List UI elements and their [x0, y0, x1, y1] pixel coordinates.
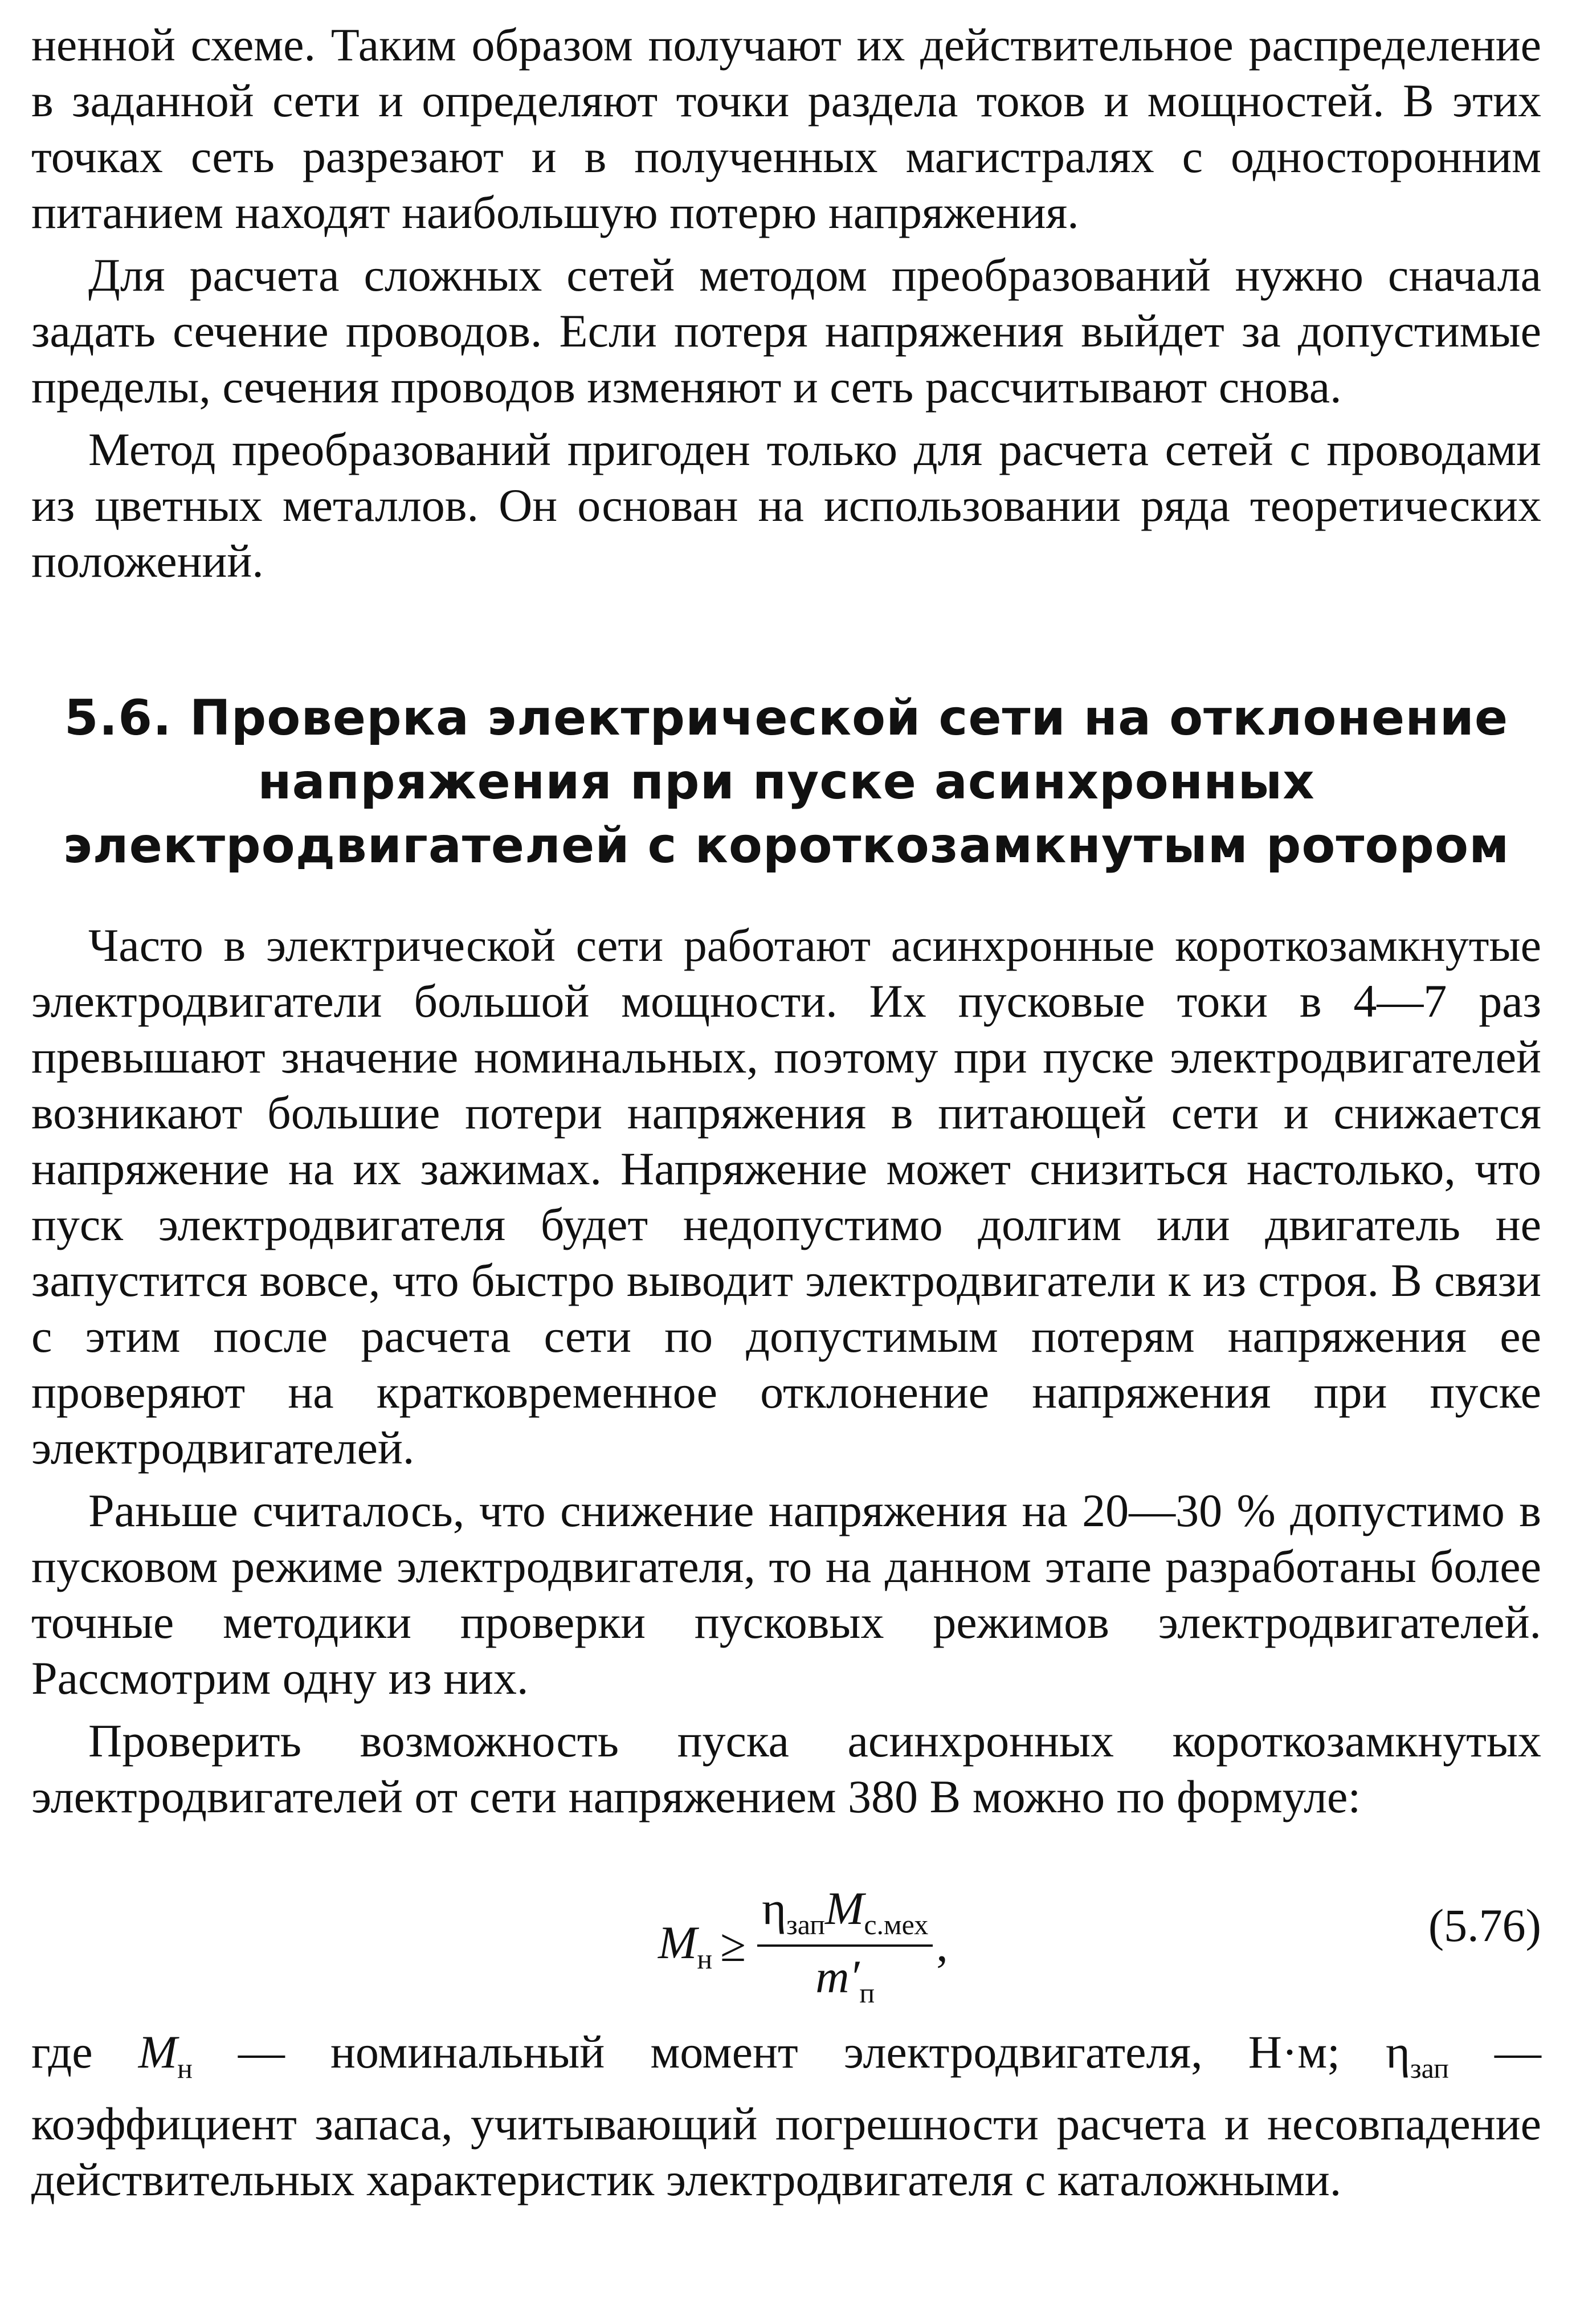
paragraph-where	[31, 2024, 1541, 2208]
fraction-numerator	[757, 1882, 933, 1947]
num-eta: η	[762, 1882, 786, 1934]
lhs-subscript: н	[697, 1943, 713, 1975]
den-m: m′	[815, 1951, 860, 2003]
paragraph-continued: ненной схеме. Таким образом получают их действительное распределение в заданной сети и определяют точки раздела токов и мощностей. В этих точках сеть разрезают и в полученных магистралях с односторонним питанием находят наибольшую потерю напряжения.	[31, 19, 1541, 238]
formula-lhs	[658, 1916, 712, 1975]
paragraph-formula-intro: Проверить возможность пуска асинхронных короткозамкнутых электродвигателей от сети напряжением 380 В можно по формуле:	[31, 1715, 1541, 1822]
document-page	[31, 17, 1541, 2208]
paragraph-complex-networks: Для расчета сложных сетей методом преобразований нужно сначала задать сечение проводов. Если потеря напряжения выйдет за допустимые пределы, сечения проводов изменяют и сеть рассчитывают снова.	[31, 249, 1541, 413]
where-eta: η	[1385, 2026, 1410, 2078]
section-heading-line-3: электродвигателей с короткозамкнутым ротором	[63, 817, 1510, 874]
where-eta-subscript: зап	[1410, 2052, 1449, 2084]
where-m: M	[138, 2026, 178, 2078]
formula-row	[31, 1865, 1541, 2007]
where-prefix: где	[31, 2026, 138, 2078]
equation-number: (5.76)	[1428, 1899, 1541, 1951]
num-m-subscript: с.мех	[864, 1909, 929, 1940]
section-heading	[31, 686, 1541, 878]
fraction-denominator	[815, 1947, 875, 2009]
formula-comma: ,	[936, 1919, 948, 1971]
section-heading-line-2: напряжения при пуске асинхронных	[258, 753, 1315, 810]
paragraph-previous-practice: Раньше считалось, что снижение напряжения на 20—30 % допустимо в пусковом режиме электродвигателя, то на данном этапе разработаны более точные методики проверки пусковых режимов электродвигателей. Рассмотрим одну из них.	[31, 1485, 1541, 1704]
formula-fraction	[757, 1882, 933, 2009]
where-text-2: — коэффициент запаса, учитывающий погрешности расчета и несовпадение действительных характеристик электродвигателя с каталожными.	[31, 2026, 1542, 2205]
paragraph-transformation-method: Метод преобразований пригоден только для расчета сетей с проводами из цветных металлов. Он основан на использовании ряда теоретических положений.	[31, 423, 1541, 587]
den-subscript: п	[859, 1977, 875, 2009]
where-text-1: — номинальный момент электродвигателя, Н·м;	[192, 2026, 1386, 2078]
paragraph-motors: Часто в электрической сети работают асинхронные короткозамкнутые электродвигатели большой мощности. Их пусковые токи в 4—7 раз превышают значение номинальных, поэтому при пуске электродвигателей возникают большие потери напряжения в питающей сети и снижается напряжение на их зажимах. Напряжение может снизиться настолько, что пуск электродвигателя будет недопустимо долгим или двигатель не запустится вовсе, что быстро выводит электродвигатели к из строя. В связи с этим после расчета сети по допустимым потерям напряжения ее проверяют на кратковременное отклонение напряжения при пуске электродвигателей.	[31, 919, 1541, 1474]
lhs-symbol: M	[658, 1917, 697, 1968]
num-m: M	[825, 1882, 864, 1934]
where-m-subscript: н	[177, 2052, 193, 2084]
formula-5-76	[658, 1882, 948, 2009]
num-eta-subscript: зап	[786, 1909, 826, 1940]
section-heading-line-1: 5.6. Проверка электрической сети на отклонение	[64, 690, 1509, 747]
relation-symbol: ≥	[720, 1919, 746, 1971]
